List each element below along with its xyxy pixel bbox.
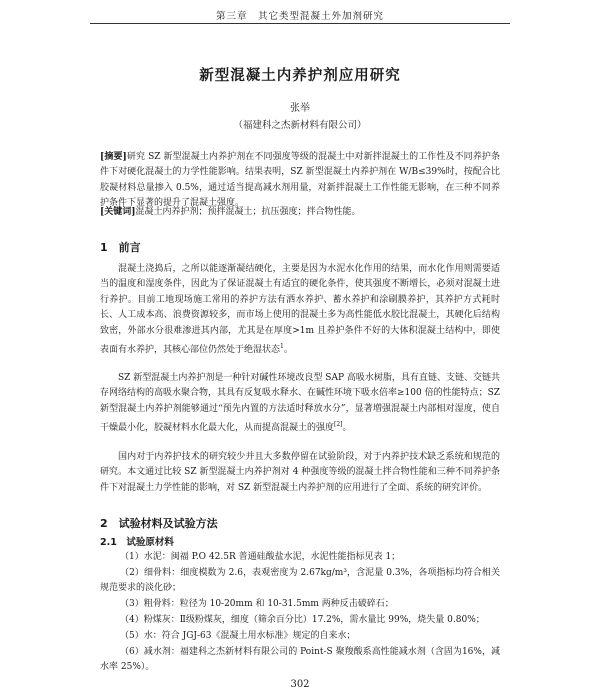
subsection-heading-raw-materials: 2.1 试验原材料	[100, 537, 174, 548]
section-heading-materials: 2 试验材料及试验方法	[100, 517, 218, 530]
paper-title: 新型混凝土内养护剂应用研究	[199, 68, 401, 84]
intro-paragraph-3-text: 国内对于内养护技术的研究较少并且大多数停留在试验阶段，对于内养护技术缺乏系统和规范的研究。本文通过比较 SZ 新型混凝土内养护剂对 4 种强度等级的混凝土拌合物性能和三种不同养护条件下对混凝土力学性能的影响，对 SZ 新型混凝土内养护剂的应用进行了全面、系统的研究评价。	[100, 452, 500, 493]
intro-paragraph-1-text: 混凝土浇捣后，之所以能逐渐凝结硬化，主要是因为水泥水化作用的结果，而水化作用则需要适当的温度和湿度条件，因此为了保证混凝土有适宜的硬化条件，使其强度不断增长，必须对混凝土进行养护。目前工地现场施工常用的养护方法有洒水养护、蓄水养护和涂刷膜养护，其养护方式耗时长、人工成本高、浪费资源较多，而市场上使用的混凝土多为高性能低水胶比混凝土，其硬化后结构致密，外部水分很难渗进其内部，尤其是在厚度>1m 且养护条件不好的大体积混凝土结构中，即使表面有水养护，其核心部位仍然处于绝湿状态	[100, 264, 500, 356]
material-item-water: （5）水：符合 JGJ-63《混凝土用水标准》规定的自来水；	[120, 631, 356, 641]
material-item-cement: （1）水泥：闽福 P.O 42.5R 普通硅酸盐水泥，水泥性能指标见表 1；	[120, 552, 401, 562]
material-item-coarse-aggregate: （3）粗骨料：粒径为 10-20mm 和 10-31.5mm 两种反击破碎石；	[120, 599, 394, 609]
intro-paragraph-1-end: 。	[283, 345, 293, 356]
page-number: 302	[290, 679, 310, 690]
citation-ref: [2]	[334, 421, 343, 429]
citation-ref: 1	[280, 343, 284, 351]
intro-paragraph-2-text: SZ 新型混凝土内养护剂是一种针对碱性环境改良型 SAP 高吸水树脂，具有直链、支链、交链共存网络结构的高吸水聚合物，其具有反复吸水释水、在碱性环境下吸水倍率≥100 倍的性能特点；SZ 新型混凝土内养护剂能够通过“预先内置的方法适时释放水分”，显著増强混凝土内部相对湿度，使自干燥最小化，胶凝材料水化最大化，从而提高混凝土的强度	[100, 373, 501, 434]
intro-paragraph-2	[100, 371, 500, 437]
keywords-label: [关键词]	[100, 207, 136, 217]
intro-paragraph-1	[100, 262, 500, 358]
author: 张举	[290, 103, 310, 114]
intro-paragraph-3	[100, 450, 500, 496]
abstract-label: [摘要]	[100, 152, 127, 162]
material-item-fly-ash: （4）粉煤灰：Ⅱ级粉煤灰，细度（筛余百分比）17.2%，需水量比 99%，烧失量 0.80%；	[120, 615, 485, 625]
keywords	[100, 205, 500, 220]
intro-paragraph-2-end: 。	[342, 423, 352, 434]
abstract-text: 研究 SZ 新型混凝土内养护剂在不同强度等级的混凝土中对新拌混凝土的工作性及不同养护条件下对硬化混凝土的力学性能影响。结果表明，SZ 新型混凝土内养护剂在 W/B≤39%时，按配合比胶凝材料总量掺入 0.5%，通过适当提高减水剂用量，对新拌混凝土工作性能无影响，在三种不同养护条件下显著的提升了混凝土强度。	[100, 152, 500, 209]
affiliation: （福建科之杰新材料有限公司）	[233, 120, 367, 131]
material-item-water-reducer: （6）减水剂：福建科之杰新材料有限公司的 Point-S 聚羧酸系高性能减水剂（含固为16%，减水率 25%）。	[100, 647, 500, 673]
material-item-fine-aggregate: （2）细骨料：细度模数为 2.6，表观密度为 2.67kg/m³，含泥量 0.3%，各项指标均符合相关规范要求的淡化砂；	[100, 568, 500, 594]
abstract	[100, 150, 500, 212]
running-head	[90, 8, 510, 24]
keywords-text: 混凝土内养护剂；预拌混凝土；抗压强度；拌合物性能。	[135, 207, 361, 217]
running-head-text: 第三章 其它类型混凝土外加剂研究	[215, 11, 384, 22]
section-heading-intro: 1 前言	[100, 241, 141, 254]
